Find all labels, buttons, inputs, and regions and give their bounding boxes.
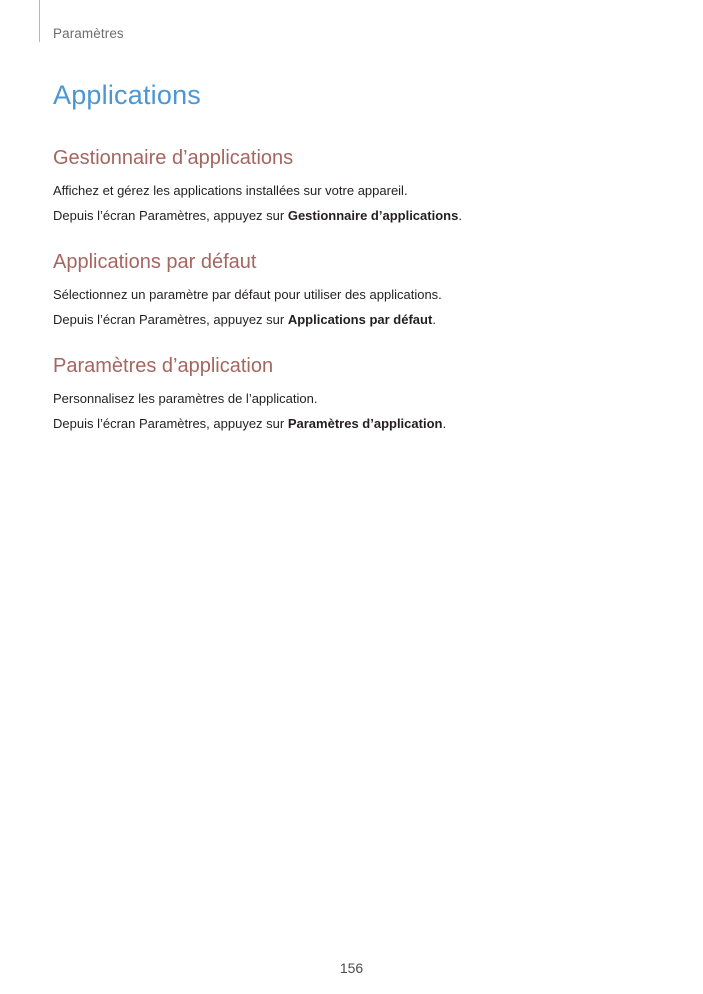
path-prefix: Depuis l’écran Paramètres, appuyez sur <box>53 416 288 431</box>
section-app-manager <box>53 146 673 228</box>
section-path <box>53 203 673 228</box>
section-path <box>53 411 673 436</box>
section-default-apps <box>53 250 673 332</box>
section-heading: Paramètres d’application <box>53 355 274 377</box>
section-heading: Gestionnaire d’applications <box>53 147 294 169</box>
section-path <box>53 307 673 332</box>
section-description: Personnalisez les paramètres de l’application. <box>53 391 318 406</box>
header-divider <box>39 0 40 42</box>
path-suffix: . <box>442 416 447 431</box>
page-number: 156 <box>339 960 364 976</box>
path-target: Paramètres d’application <box>287 416 443 431</box>
section-description: Sélectionnez un paramètre par défaut pour utiliser des applications. <box>53 287 442 302</box>
section-app-settings <box>53 354 673 436</box>
section-description: Affichez et gérez les applications installées sur votre appareil. <box>53 183 408 198</box>
path-suffix: . <box>432 312 436 327</box>
running-head: Paramètres <box>53 26 124 41</box>
section-heading: Applications par défaut <box>53 251 257 273</box>
path-target: Gestionnaire d’applications <box>287 208 459 223</box>
page-title: Applications <box>53 80 201 110</box>
path-target: Applications par défaut <box>287 312 433 327</box>
path-prefix: Depuis l’écran Paramètres, appuyez sur <box>53 312 288 327</box>
path-suffix: . <box>458 208 462 223</box>
path-prefix: Depuis l’écran Paramètres, appuyez sur <box>53 208 288 223</box>
